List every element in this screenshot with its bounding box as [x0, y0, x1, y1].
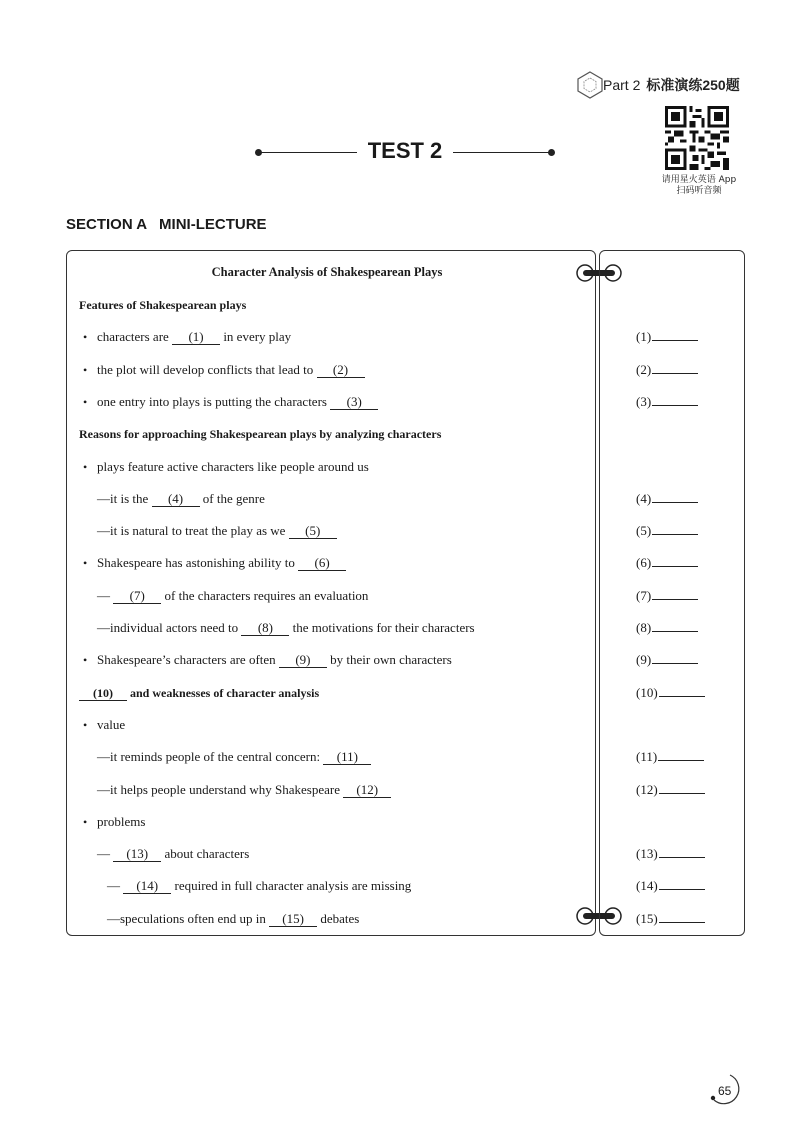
item-text: —speculations often end up in — [107, 911, 270, 926]
answer-line[interactable] — [636, 877, 705, 894]
answer-underline[interactable] — [652, 554, 698, 567]
item-text: the motivations for their characters — [289, 620, 475, 635]
item-text: debates — [317, 911, 360, 926]
answer-number: (6) — [636, 555, 652, 570]
answer-line[interactable] — [636, 393, 698, 410]
fill-in-blank: (2) — [317, 363, 365, 378]
answer-underline[interactable] — [652, 361, 698, 374]
qr-code-icon — [665, 106, 729, 170]
answer-line[interactable] — [636, 361, 698, 378]
fill-in-blank: (14) — [123, 879, 171, 894]
answer-line[interactable] — [636, 684, 705, 701]
subheading-text: Reasons for approaching Shakespearean plays by analyzing characters — [79, 427, 442, 441]
qr-caption: 请用星火英语 App 扫码听音频 — [661, 175, 737, 196]
bullet-icon: • — [83, 653, 88, 667]
bullet-icon: • — [83, 363, 88, 377]
answer-line[interactable] — [636, 619, 698, 636]
answer-number: (11) — [636, 749, 658, 764]
answer-line[interactable] — [636, 554, 698, 571]
answer-number: (8) — [636, 620, 652, 635]
answer-underline[interactable] — [659, 877, 705, 890]
answer-underline[interactable] — [659, 684, 705, 697]
fill-in-blank: (15) — [269, 912, 317, 927]
bullet-icon: • — [83, 330, 88, 344]
item-text: in every play — [220, 329, 292, 344]
answer-number: (14) — [636, 878, 658, 893]
answer-line[interactable] — [636, 490, 698, 507]
item-text: Shakespeare has astonishing ability to — [97, 555, 299, 570]
bullet-icon: • — [83, 718, 88, 732]
item-text: plays feature active characters like people around us — [97, 459, 369, 474]
part-title: 标准演练250题 — [646, 77, 740, 93]
fill-in-blank: (7) — [113, 589, 161, 604]
test-title — [255, 138, 555, 168]
answer-underline[interactable] — [659, 910, 705, 923]
answer-line[interactable] — [636, 587, 698, 604]
item-text: — — [107, 878, 124, 893]
fill-in-blank: (9) — [279, 653, 327, 668]
fill-in-blank: (1) — [172, 330, 220, 345]
answer-number: (13) — [636, 846, 658, 861]
hexagon-icon — [575, 70, 605, 100]
answer-underline[interactable] — [652, 328, 698, 341]
page-title: TEST 2 — [367, 138, 443, 163]
page-number: 65 — [708, 1072, 744, 1108]
answer-line[interactable] — [636, 910, 705, 927]
answer-number: (3) — [636, 394, 652, 409]
bullet-icon: • — [83, 395, 88, 409]
item-text: —it is natural to treat the play as we — [97, 523, 289, 538]
bullet-icon: • — [83, 460, 88, 474]
item-text: —it is the — [97, 491, 152, 506]
fill-in-blank: (10) — [79, 686, 127, 701]
answer-number: (5) — [636, 523, 652, 538]
fill-in-blank: (3) — [330, 395, 378, 410]
answer-number: (4) — [636, 491, 652, 506]
item-text: by their own characters — [326, 652, 452, 667]
answer-underline[interactable] — [658, 748, 704, 761]
item-text: — — [97, 588, 114, 603]
lecture-outline-box — [66, 250, 596, 936]
answer-number: (15) — [636, 911, 658, 926]
answer-underline[interactable] — [659, 845, 705, 858]
subheading-text: Features of Shakespearean plays — [79, 298, 247, 312]
answer-number: (12) — [636, 782, 658, 797]
item-text: problems — [97, 814, 146, 829]
answer-line[interactable] — [636, 328, 698, 345]
item-text: characters are — [97, 329, 173, 344]
item-text: required in full character analysis are missing — [171, 878, 412, 893]
item-text: the plot will develop conflicts that lead to — [97, 362, 317, 377]
item-text: value — [97, 717, 126, 732]
answer-number: (7) — [636, 588, 652, 603]
item-text: Shakespeare’s characters are often — [97, 652, 279, 667]
answer-column-box — [599, 250, 745, 936]
answer-number: (2) — [636, 362, 652, 377]
answer-line[interactable] — [636, 845, 705, 862]
answer-line[interactable] — [636, 781, 705, 798]
bullet-icon: • — [83, 556, 88, 570]
answer-underline[interactable] — [652, 619, 698, 632]
answer-underline[interactable] — [652, 490, 698, 503]
answer-number: (10) — [636, 685, 658, 700]
section-heading: SECTION A MINI-LECTURE — [66, 216, 267, 233]
fill-in-blank: (12) — [343, 783, 391, 798]
item-text: about characters — [161, 846, 250, 861]
fill-in-blank: (6) — [298, 556, 346, 571]
item-text: of the characters requires an evaluation — [161, 588, 369, 603]
fill-in-blank: (4) — [152, 492, 200, 507]
fill-in-blank: (11) — [323, 750, 371, 765]
answer-underline[interactable] — [652, 587, 698, 600]
item-text: of the genre — [199, 491, 265, 506]
item-text: — — [97, 846, 114, 861]
answer-line[interactable] — [636, 748, 704, 765]
part-tag — [575, 70, 755, 100]
answer-number: (1) — [636, 329, 652, 344]
answer-underline[interactable] — [652, 393, 698, 406]
fill-in-blank: (13) — [113, 847, 161, 862]
item-text: —it reminds people of the central concern: — [97, 749, 324, 764]
answer-line[interactable] — [636, 522, 698, 539]
answer-number: (9) — [636, 652, 652, 667]
outline-title: Character Analysis of Shakespearean Plays — [211, 265, 443, 279]
answer-underline[interactable] — [652, 651, 698, 664]
bullet-icon: • — [83, 815, 88, 829]
item-text: and weaknesses of character analysis — [127, 686, 320, 700]
item-text: —it helps people understand why Shakespeare — [97, 782, 344, 797]
fill-in-blank: (8) — [241, 621, 289, 636]
answer-line[interactable] — [636, 651, 698, 668]
fill-in-blank: (5) — [289, 524, 337, 539]
part-label: Part 2 — [603, 77, 641, 93]
item-text: —individual actors need to — [97, 620, 242, 635]
answer-underline[interactable] — [652, 522, 698, 535]
answer-underline[interactable] — [659, 781, 705, 794]
item-text: one entry into plays is putting the characters — [97, 394, 331, 409]
